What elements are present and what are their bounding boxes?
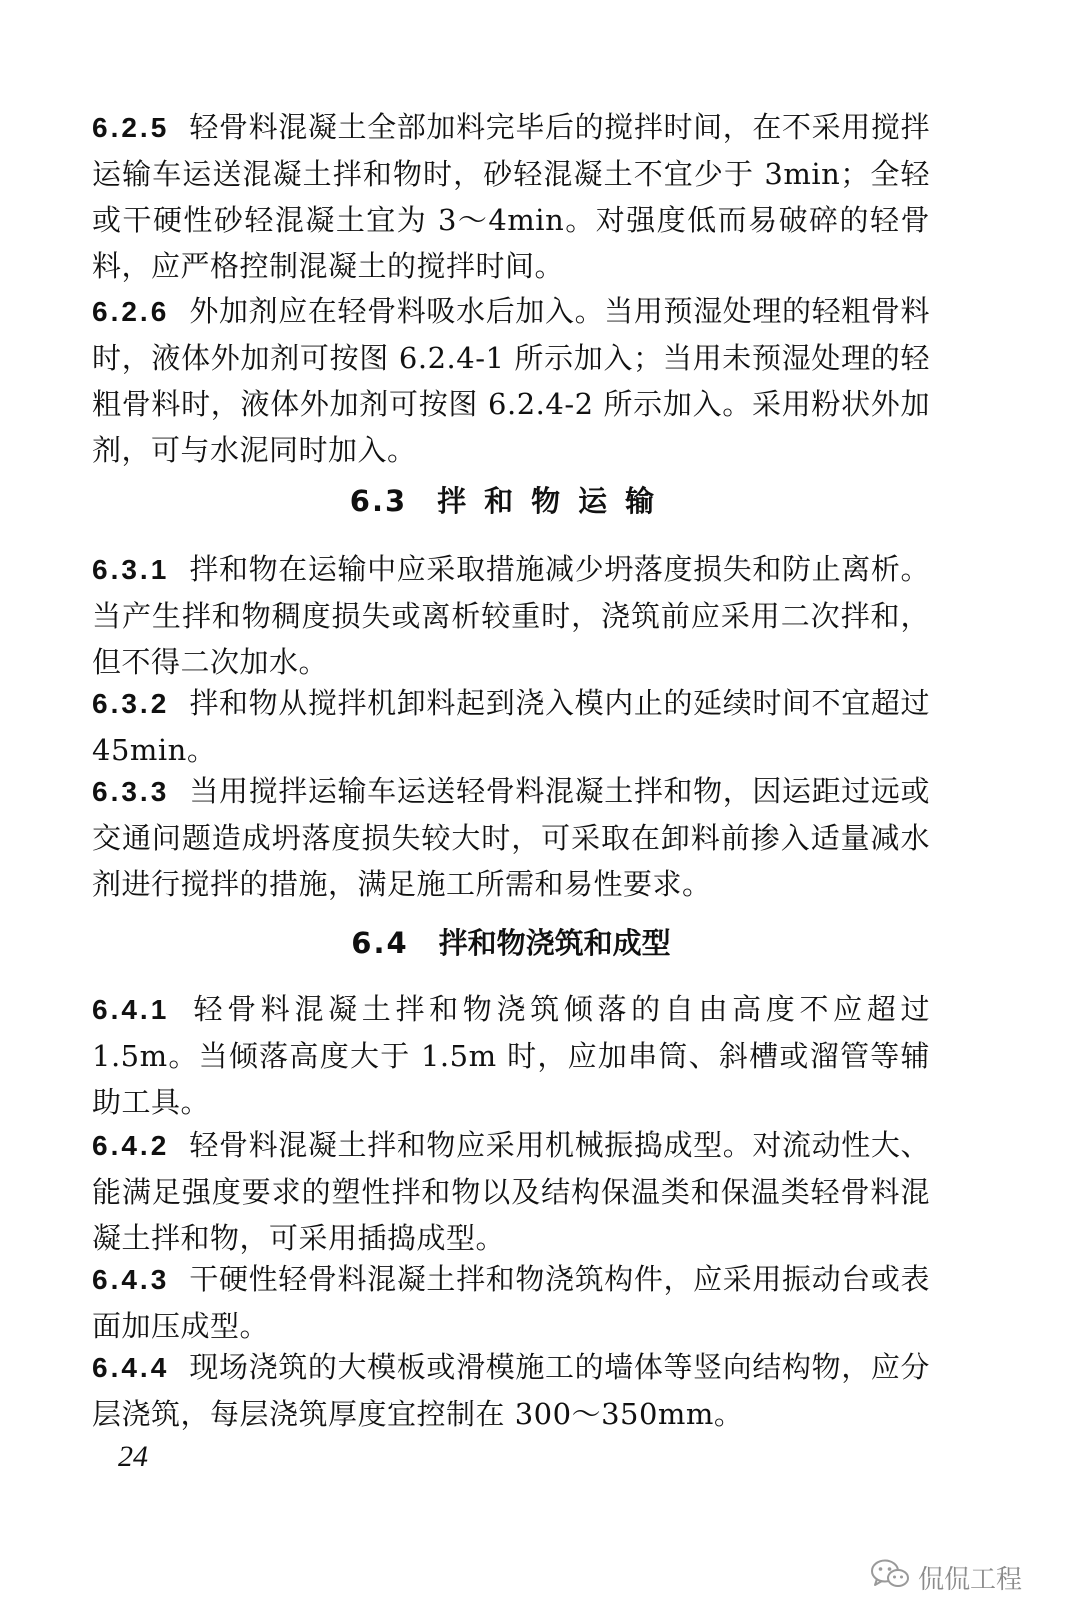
section-title: 拌和物浇筑和成型 xyxy=(438,926,671,960)
clause-number: 6.4.4 xyxy=(92,1352,170,1383)
clause-number: 6.4.2 xyxy=(92,1130,170,1161)
clause-number: 6.2.6 xyxy=(92,296,170,327)
clause-text: 现场浇筑的大模板或滑模施工的墙体等竖向结构物，应分层浇筑，每层浇筑厚度宜控制在 300～350mm。 xyxy=(92,1350,930,1431)
clause-text: 轻骨料混凝土全部加料完毕后的搅拌时间，在不采用搅拌运输车运送混凝土拌和物时，砂轻混凝土不宜少于 3min；全轻或干硬性砂轻混凝土宜为 3～4min。对强度低而易破碎的轻骨料，应严格控制混凝土的搅拌时间。 xyxy=(92,110,930,283)
clause-number: 6.3.2 xyxy=(92,688,170,719)
watermark xyxy=(870,1560,1022,1594)
clause-6-4-3 xyxy=(92,1256,930,1349)
clause-number: 6.3.1 xyxy=(92,554,170,585)
clause-text: 拌和物从搅拌机卸料起到浇入模内止的延续时间不宜超过 45min。 xyxy=(92,686,930,767)
clause-6-2-5 xyxy=(92,104,930,289)
clause-text: 外加剂应在轻骨料吸水后加入。当用预湿处理的轻粗骨料时，液体外加剂可按图 6.2.4-1 所示加入；当用未预湿处理的轻粗骨料时，液体外加剂可按图 6.2.4-2 所示加入。采用粉状外加剂，可与水泥同时加入。 xyxy=(92,294,930,467)
section-number: 6.4 xyxy=(351,926,409,960)
clause-6-4-2 xyxy=(92,1122,930,1261)
clause-6-3-1 xyxy=(92,546,930,685)
clause-text: 轻骨料混凝土拌和物浇筑倾落的自由高度不应超过 1.5m。当倾落高度大于 1.5m 时，应加串筒、斜槽或溜管等辅助工具。 xyxy=(92,992,930,1119)
watermark-text: 侃侃工程 xyxy=(917,1564,1022,1595)
clause-text: 轻骨料混凝土拌和物应采用机械振捣成型。对流动性大、能满足强度要求的塑性拌和物以及结构保温类和保温类轻骨料混凝土拌和物，可采用插捣成型。 xyxy=(92,1128,930,1255)
wechat-icon xyxy=(870,1558,910,1597)
section-heading-6-4 xyxy=(92,920,930,966)
page-number: 24 xyxy=(118,1440,148,1473)
clause-6-2-6 xyxy=(92,288,930,473)
clause-number: 6.4.1 xyxy=(92,994,170,1025)
clause-6-3-2 xyxy=(92,680,930,773)
clause-number: 6.2.5 xyxy=(92,112,170,143)
section-heading-6-3 xyxy=(92,478,930,524)
clause-number: 6.4.3 xyxy=(92,1264,170,1295)
clause-6-4-4 xyxy=(92,1344,930,1437)
section-number: 6.3 xyxy=(349,484,408,518)
clause-6-3-3 xyxy=(92,768,930,907)
clause-text: 当用搅拌运输车运送轻骨料混凝土拌和物，因运距过远或交通问题造成坍落度损失较大时，可采取在卸料前掺入适量减水剂进行搅拌的措施，满足施工所需和易性要求。 xyxy=(92,774,930,901)
section-title: 拌和物运输 xyxy=(437,484,673,518)
clause-text: 干硬性轻骨料混凝土拌和物浇筑构件，应采用振动台或表面加压成型。 xyxy=(92,1262,930,1343)
clause-text: 拌和物在运输中应采取措施减少坍落度损失和防止离析。当产生拌和物稠度损失或离析较重时，浇筑前应采用二次拌和，但不得二次加水。 xyxy=(92,552,930,679)
clause-6-4-1 xyxy=(92,986,930,1125)
clause-number: 6.3.3 xyxy=(92,776,170,807)
